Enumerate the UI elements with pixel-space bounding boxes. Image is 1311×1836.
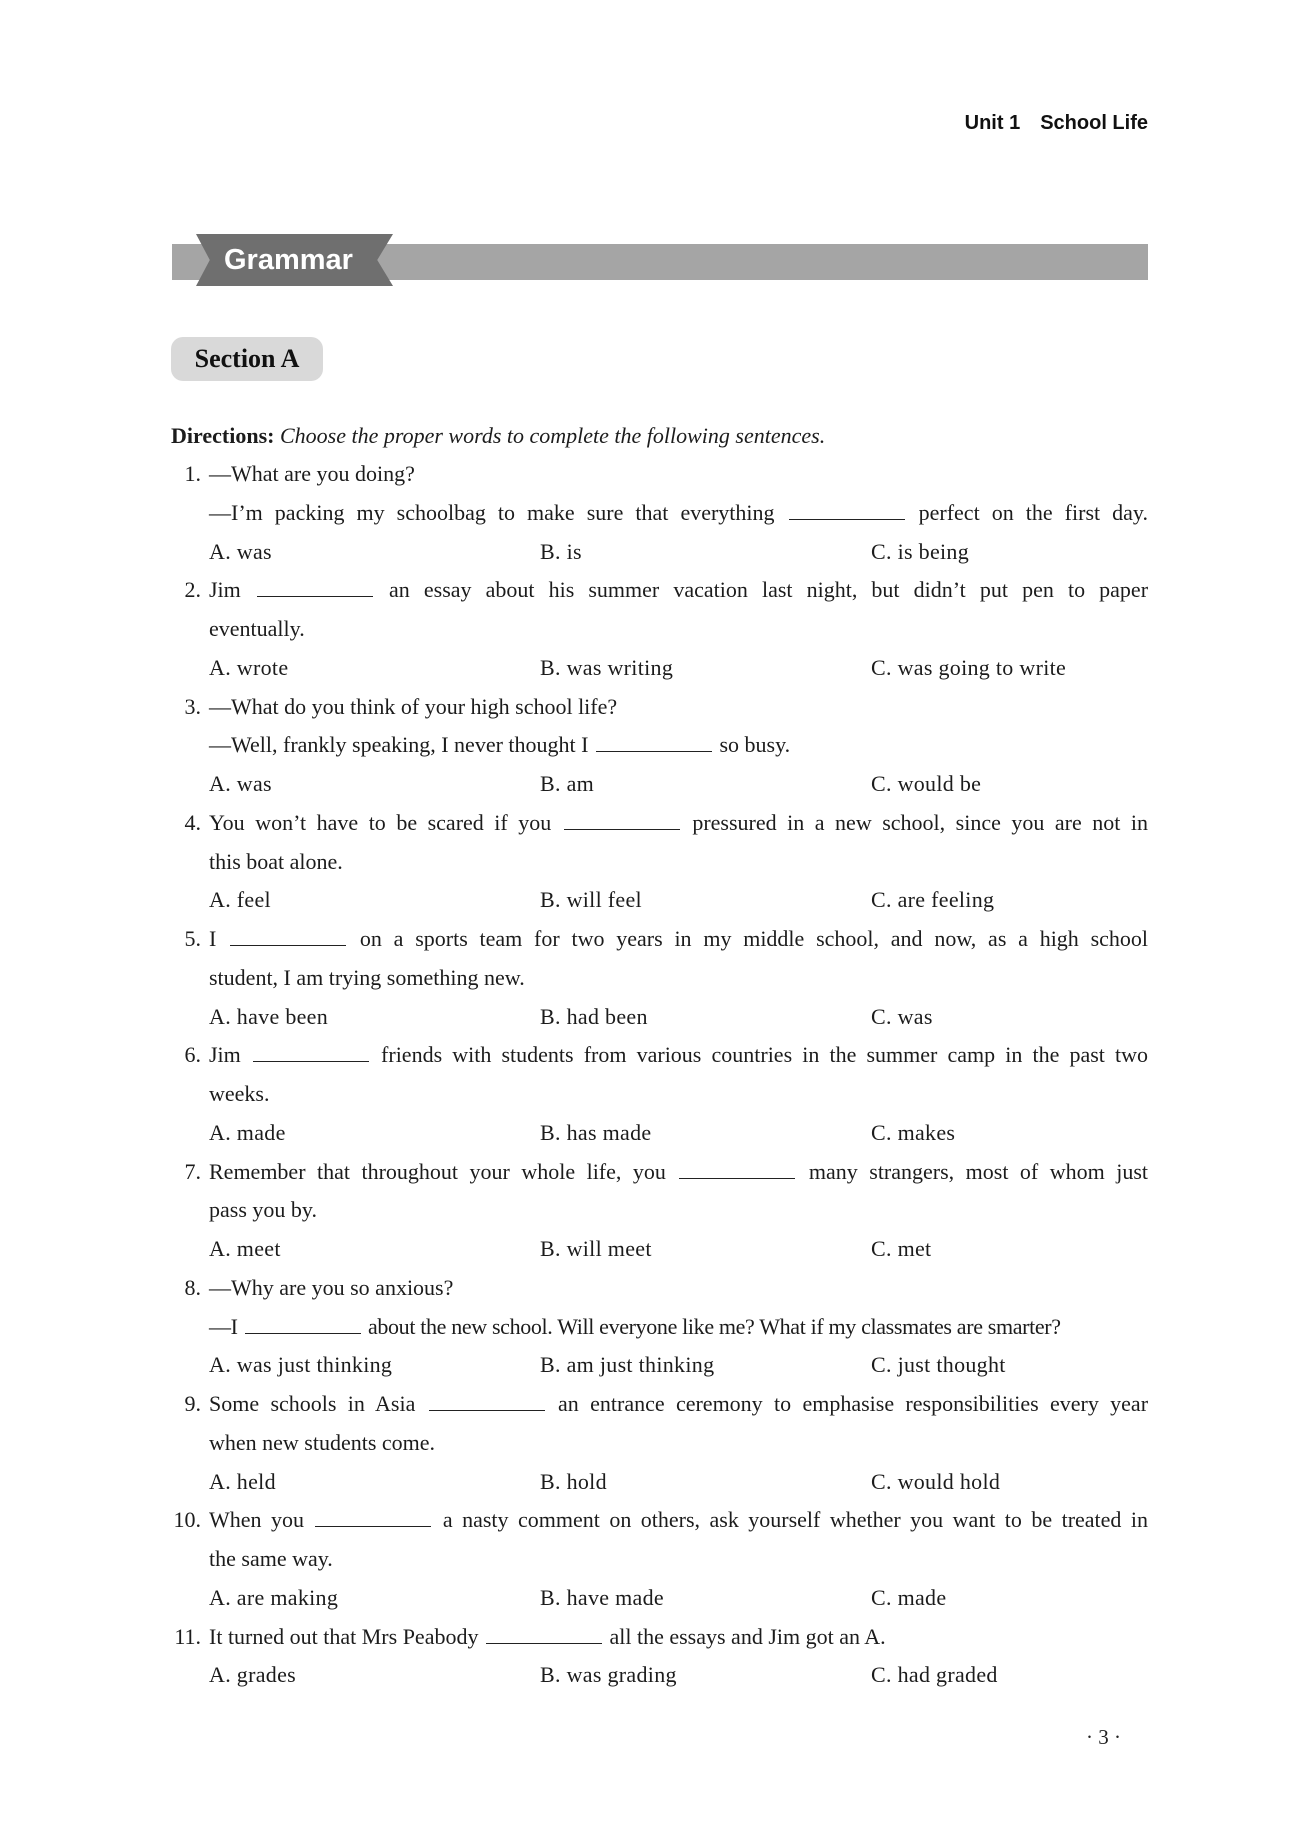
option-c[interactable]: C. makes <box>871 1119 956 1145</box>
option-c[interactable]: C. made <box>871 1584 947 1610</box>
question-text: —Why are you so anxious? <box>209 1274 454 1300</box>
option-b[interactable]: B. will feel <box>540 887 642 913</box>
option-c[interactable]: C. would hold <box>871 1468 1001 1494</box>
answer-blank[interactable] <box>230 923 346 946</box>
question-text: Remember that throughout your whole life, you <box>209 1158 666 1184</box>
question-number: 9. <box>184 1391 201 1416</box>
option-a[interactable]: A. held <box>209 1468 276 1494</box>
answer-blank[interactable] <box>257 574 373 597</box>
question-6 <box>171 1036 1148 1152</box>
directions <box>171 417 1148 455</box>
question-text: the same way. <box>209 1546 333 1571</box>
question-text: an entrance ceremony to emphasise responsibilities every year <box>558 1391 1149 1416</box>
exercise-content <box>171 417 1148 1695</box>
answer-blank[interactable] <box>564 807 680 830</box>
directions-label: Directions: <box>171 423 275 448</box>
question-text: on a sports team for two years in my middle school, and now, as a high school <box>359 926 1149 951</box>
question-number: 1. <box>184 461 201 486</box>
option-b[interactable]: B. have made <box>540 1584 664 1610</box>
option-b[interactable]: B. had been <box>540 1003 648 1029</box>
option-b[interactable]: B. is <box>540 538 582 564</box>
question-text: a nasty comment on others, ask yourself whether you want to be treated in <box>442 1507 1148 1533</box>
question-9 <box>171 1385 1148 1501</box>
question-text: Jim <box>209 1042 241 1068</box>
question-text: Some schools in Asia <box>209 1391 416 1416</box>
question-4 <box>171 804 1148 920</box>
question-text: eventually. <box>209 616 305 641</box>
question-1 <box>171 455 1148 571</box>
question-3 <box>171 688 1148 804</box>
question-text: Jim <box>209 577 241 603</box>
option-a[interactable]: A. meet <box>209 1236 281 1261</box>
question-number: 8. <box>184 1274 201 1300</box>
question-text: about the new school. Will everyone like me? What if my classmates are smarter? <box>367 1313 1061 1339</box>
option-b[interactable]: B. hold <box>540 1468 607 1494</box>
question-8 <box>171 1269 1148 1385</box>
question-11 <box>171 1618 1148 1696</box>
question-text: so busy. <box>719 732 791 758</box>
option-b[interactable]: B. am just thinking <box>540 1352 715 1378</box>
option-a[interactable]: A. grades <box>209 1662 297 1688</box>
answer-blank[interactable] <box>596 729 712 752</box>
question-text: When you <box>209 1507 304 1533</box>
option-b[interactable]: B. will meet <box>540 1236 652 1261</box>
question-10 <box>171 1501 1148 1617</box>
option-a[interactable]: A. was <box>209 771 272 796</box>
answer-blank[interactable] <box>315 1504 431 1527</box>
question-text: —I <box>209 1313 238 1339</box>
question-text: —Well, frankly speaking, I never thought I <box>209 732 589 758</box>
answer-blank[interactable] <box>253 1039 369 1062</box>
question-text: this boat alone. <box>209 848 343 874</box>
question-text: You won’t have to be scared if you <box>209 809 552 835</box>
option-a[interactable]: A. are making <box>209 1584 339 1610</box>
question-number: 2. <box>184 577 201 603</box>
answer-blank[interactable] <box>486 1621 602 1644</box>
directions-text: Choose the proper words to complete the following sentences. <box>279 423 826 448</box>
question-text: pressured in a new school, since you are not in <box>692 809 1149 835</box>
question-text: all the essays and Jim got an A. <box>609 1623 886 1649</box>
grammar-heading: Grammar <box>224 244 353 276</box>
question-text: pass you by. <box>209 1197 317 1223</box>
option-a[interactable]: A. feel <box>209 887 271 913</box>
question-number: 10. <box>173 1507 201 1533</box>
question-text: —What do you think of your high school life? <box>209 693 618 719</box>
option-b[interactable]: B. was grading <box>540 1662 677 1688</box>
option-c[interactable]: C. was <box>871 1003 933 1029</box>
section-label: Section A <box>171 337 323 381</box>
question-number: 7. <box>184 1158 201 1184</box>
question-text: when new students come. <box>209 1429 436 1455</box>
question-number: 5. <box>184 926 201 951</box>
option-b[interactable]: B. am <box>540 771 595 796</box>
question-text: an essay about his summer vacation last night, but didn’t put pen to paper <box>389 577 1149 603</box>
unit-title: School Life <box>1040 112 1148 134</box>
answer-blank[interactable] <box>789 497 905 520</box>
running-head <box>965 112 1148 135</box>
option-c[interactable]: C. are feeling <box>871 887 995 913</box>
option-c[interactable]: C. is being <box>871 538 970 564</box>
option-c[interactable]: C. would be <box>871 771 982 796</box>
question-text: many strangers, most of whom just <box>808 1158 1149 1184</box>
question-text: perfect on the first day. <box>918 499 1149 525</box>
option-b[interactable]: B. has made <box>540 1119 652 1145</box>
option-a[interactable]: A. wrote <box>209 654 289 680</box>
question-text: It turned out that Mrs Peabody <box>209 1623 479 1649</box>
option-c[interactable]: C. met <box>871 1236 932 1261</box>
question-number: 6. <box>184 1042 201 1068</box>
question-number: 11. <box>174 1623 201 1649</box>
answer-blank[interactable] <box>679 1156 795 1179</box>
question-text: student, I am trying something new. <box>209 964 525 990</box>
question-5 <box>171 920 1148 1036</box>
question-text: —I’m packing my schoolbag to make sure that everything <box>209 499 775 525</box>
page-number: · 3 · <box>1086 1725 1121 1749</box>
option-c[interactable]: C. just thought <box>871 1352 1006 1378</box>
option-c[interactable]: C. had graded <box>871 1662 998 1688</box>
option-a[interactable]: A. was just thinking <box>209 1352 393 1378</box>
option-b[interactable]: B. was writing <box>540 654 674 680</box>
answer-blank[interactable] <box>245 1311 361 1334</box>
answer-blank[interactable] <box>429 1388 545 1411</box>
question-text: —What are you doing? <box>209 461 415 486</box>
option-a[interactable]: A. was <box>209 538 272 564</box>
option-a[interactable]: A. have been <box>209 1003 329 1029</box>
question-text: friends with students from various countries in the summer camp in the past two <box>381 1042 1149 1068</box>
question-number: 3. <box>184 693 201 719</box>
unit-label: Unit 1 <box>964 112 1021 134</box>
question-7 <box>171 1153 1148 1269</box>
question-text: I <box>209 926 217 951</box>
question-number: 4. <box>184 809 201 835</box>
question-text: weeks. <box>209 1081 270 1106</box>
option-c[interactable]: C. was going to write <box>871 654 1067 680</box>
option-a[interactable]: A. made <box>209 1119 286 1145</box>
question-2 <box>171 571 1148 687</box>
